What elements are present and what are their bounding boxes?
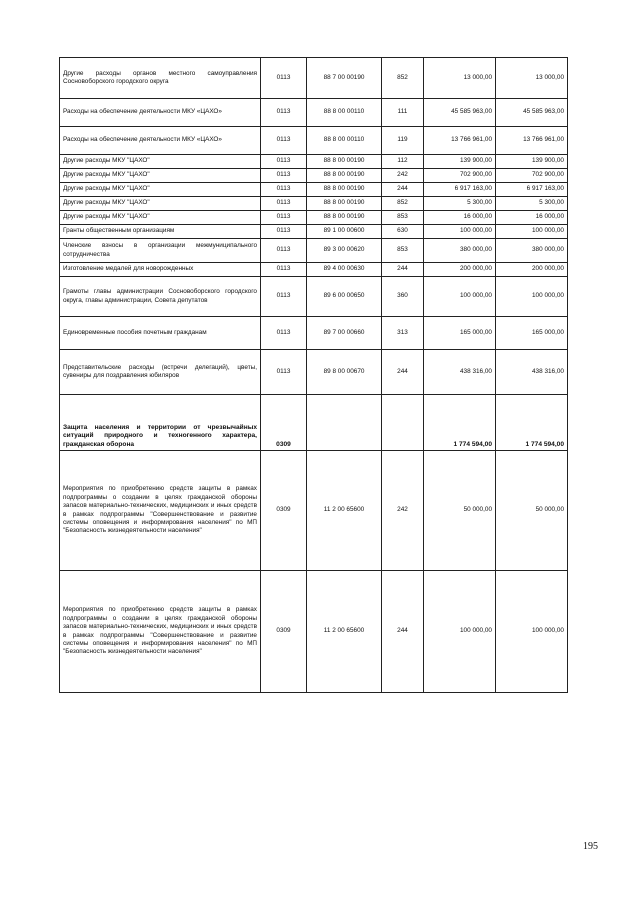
page-number: 195 — [583, 841, 598, 852]
row-expense-type: 244 — [382, 571, 424, 693]
table-row — [60, 395, 568, 451]
row-article: 11 2 00 65600 — [307, 571, 382, 693]
table-row — [60, 225, 568, 239]
table-row — [60, 277, 568, 317]
row-section: 0113 — [261, 317, 307, 350]
row-expense-type: 112 — [382, 155, 424, 169]
row-article: 89 3 00 00620 — [307, 239, 382, 263]
row-article: 89 4 00 00630 — [307, 263, 382, 277]
row-article: 88 8 00 00110 — [307, 99, 382, 127]
row-name: Гранты общественным организациям — [60, 225, 261, 239]
row-article: 88 8 00 00190 — [307, 197, 382, 211]
row-section: 0113 — [261, 263, 307, 277]
row-expense-type: 853 — [382, 239, 424, 263]
row-amount-1: 165 000,00 — [424, 317, 496, 350]
row-amount-1: 13 766 961,00 — [424, 127, 496, 155]
table-row — [60, 263, 568, 277]
budget-table-body — [60, 58, 568, 693]
row-name: Другие расходы МКУ "ЦАХО" — [60, 169, 261, 183]
row-expense-type: 852 — [382, 197, 424, 211]
row-amount-1: 45 585 963,00 — [424, 99, 496, 127]
row-expense-type: 242 — [382, 451, 424, 571]
row-amount-1: 100 000,00 — [424, 225, 496, 239]
row-amount-2: 13 766 961,00 — [496, 127, 568, 155]
row-expense-type: 853 — [382, 211, 424, 225]
row-amount-1: 1 774 594,00 — [424, 395, 496, 451]
row-section: 0309 — [261, 451, 307, 571]
row-name: Мероприятия по приобретению средств защиты в рамках подпрограммы о создании в целях гражданской обороны запасов материально-технических, медицинских и иных средств в рамках подпрограммы "Совершенствование и развитие системы оповещения и информирования населения" по МП "Безопасность жизнедеятельности населения" — [60, 571, 261, 693]
row-amount-2: 438 316,00 — [496, 350, 568, 395]
row-section: 0113 — [261, 58, 307, 99]
row-amount-1: 50 000,00 — [424, 451, 496, 571]
row-expense-type: 242 — [382, 169, 424, 183]
row-amount-1: 5 300,00 — [424, 197, 496, 211]
row-section: 0113 — [261, 225, 307, 239]
table-row — [60, 197, 568, 211]
row-amount-2: 1 774 594,00 — [496, 395, 568, 451]
row-section: 0113 — [261, 211, 307, 225]
row-section: 0113 — [261, 183, 307, 197]
table-row — [60, 211, 568, 225]
row-amount-2: 16 000,00 — [496, 211, 568, 225]
row-article: 89 8 00 00670 — [307, 350, 382, 395]
row-name: Единовременные пособия почетным гражданам — [60, 317, 261, 350]
row-amount-2: 45 585 963,00 — [496, 99, 568, 127]
row-article: 88 8 00 00190 — [307, 155, 382, 169]
row-expense-type: 630 — [382, 225, 424, 239]
row-name: Расходы на обеспечение деятельности МКУ «ЦАХО» — [60, 127, 261, 155]
row-section: 0309 — [261, 395, 307, 451]
table-row — [60, 350, 568, 395]
row-expense-type: 360 — [382, 277, 424, 317]
row-amount-1: 380 000,00 — [424, 239, 496, 263]
row-amount-1: 16 000,00 — [424, 211, 496, 225]
row-name: Расходы на обеспечение деятельности МКУ «ЦАХО» — [60, 99, 261, 127]
row-amount-2: 100 000,00 — [496, 277, 568, 317]
row-amount-1: 702 900,00 — [424, 169, 496, 183]
row-article: 88 8 00 00190 — [307, 211, 382, 225]
row-section: 0113 — [261, 197, 307, 211]
row-article: 89 7 00 00660 — [307, 317, 382, 350]
row-article: 89 6 00 00650 — [307, 277, 382, 317]
row-article: 89 1 00 00600 — [307, 225, 382, 239]
row-name: Другие расходы МКУ "ЦАХО" — [60, 183, 261, 197]
row-name: Защита населения и территории от чрезвычайных ситуаций природного и техногенного характера, гражданская оборона — [60, 395, 261, 451]
budget-table — [59, 57, 568, 693]
row-section: 0113 — [261, 169, 307, 183]
row-article: 88 8 00 00190 — [307, 183, 382, 197]
row-expense-type: 111 — [382, 99, 424, 127]
row-expense-type — [382, 395, 424, 451]
row-name: Другие расходы МКУ "ЦАХО" — [60, 197, 261, 211]
row-amount-2: 380 000,00 — [496, 239, 568, 263]
row-amount-2: 139 900,00 — [496, 155, 568, 169]
row-amount-2: 5 300,00 — [496, 197, 568, 211]
row-amount-2: 6 917 163,00 — [496, 183, 568, 197]
row-amount-1: 438 316,00 — [424, 350, 496, 395]
table-row — [60, 127, 568, 155]
row-amount-1: 100 000,00 — [424, 277, 496, 317]
row-name: Членские взносы в организации межмуниципального сотрудничества — [60, 239, 261, 263]
table-row — [60, 99, 568, 127]
row-name: Грамоты главы администрации Сосновоборского городского округа, главы администрации, Совета депутатов — [60, 277, 261, 317]
row-expense-type: 244 — [382, 263, 424, 277]
table-row — [60, 451, 568, 571]
table-row — [60, 155, 568, 169]
table-row — [60, 183, 568, 197]
table-row — [60, 169, 568, 183]
row-amount-2: 13 000,00 — [496, 58, 568, 99]
row-article — [307, 395, 382, 451]
row-expense-type: 244 — [382, 350, 424, 395]
row-amount-2: 702 900,00 — [496, 169, 568, 183]
row-section: 0113 — [261, 277, 307, 317]
row-expense-type: 119 — [382, 127, 424, 155]
row-section: 0309 — [261, 571, 307, 693]
row-expense-type: 244 — [382, 183, 424, 197]
row-section: 0113 — [261, 127, 307, 155]
row-section: 0113 — [261, 239, 307, 263]
row-name: Другие расходы МКУ "ЦАХО" — [60, 155, 261, 169]
row-name: Представительские расходы (встречи делегаций), цветы, сувениры для поздравления юбиляров — [60, 350, 261, 395]
row-section: 0113 — [261, 99, 307, 127]
row-section: 0113 — [261, 155, 307, 169]
row-article: 88 8 00 00190 — [307, 169, 382, 183]
row-article: 88 7 00 00190 — [307, 58, 382, 99]
row-amount-1: 100 000,00 — [424, 571, 496, 693]
table-row — [60, 317, 568, 350]
row-expense-type: 313 — [382, 317, 424, 350]
row-name: Изготовление медалей для новорожденных — [60, 263, 261, 277]
row-amount-2: 165 000,00 — [496, 317, 568, 350]
table-row — [60, 239, 568, 263]
table-row — [60, 58, 568, 99]
row-amount-2: 50 000,00 — [496, 451, 568, 571]
row-article: 11 2 00 65600 — [307, 451, 382, 571]
row-amount-1: 6 917 163,00 — [424, 183, 496, 197]
row-expense-type: 852 — [382, 58, 424, 99]
row-name: Другие расходы МКУ "ЦАХО" — [60, 211, 261, 225]
row-amount-1: 139 900,00 — [424, 155, 496, 169]
row-amount-2: 100 000,00 — [496, 571, 568, 693]
row-amount-1: 13 000,00 — [424, 58, 496, 99]
row-section: 0113 — [261, 350, 307, 395]
row-amount-2: 100 000,00 — [496, 225, 568, 239]
row-amount-1: 200 000,00 — [424, 263, 496, 277]
row-article: 88 8 00 00110 — [307, 127, 382, 155]
table-row — [60, 571, 568, 693]
row-name: Другие расходы органов местного самоуправления Сосновоборского городского округа — [60, 58, 261, 99]
row-name: Мероприятия по приобретению средств защиты в рамках подпрограммы о создании в целях гражданской обороны запасов материально-технических, медицинских и иных средств в рамках подпрограммы "Совершенствование и развитие системы оповещения и информирования населения" по МП "Безопасность жизнедеятельности населения" — [60, 451, 261, 571]
row-amount-2: 200 000,00 — [496, 263, 568, 277]
